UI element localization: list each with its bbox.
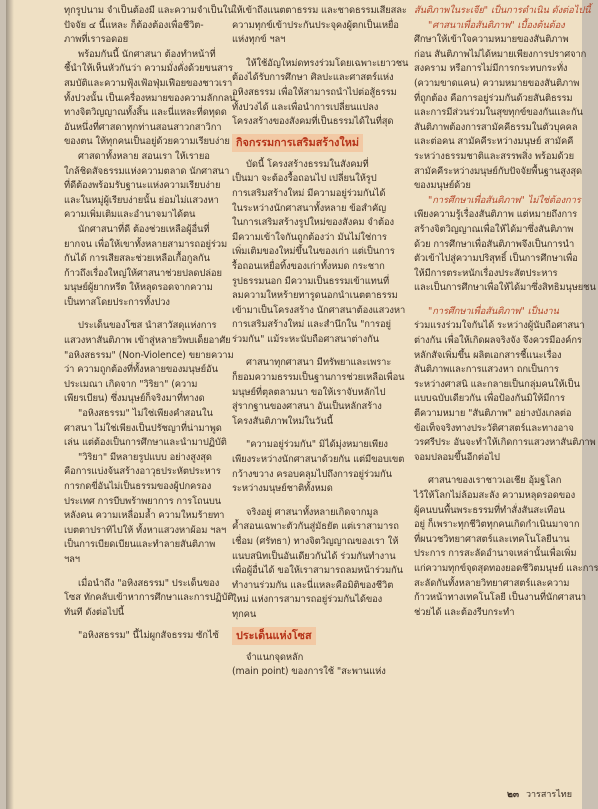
text-line: โครงสันติภาพใหม่ในวันนี้ [232, 415, 333, 427]
text-line: กันได้ การเสียสละช่วยเหลือเกื้อกูลกัน [64, 253, 210, 265]
text-line: รื้อถอนเหยื่อทิ้งของเก่าทั้งหมด กระชาก [232, 260, 385, 272]
text-line: ผู้คนบนพื้นพระธรรมที่ทำสั่งสันสะเทือน [414, 504, 565, 516]
text-line: ว่า ความถูกต้องที่ทั้งหลายของมนุษย์อัน [64, 364, 218, 376]
text-line: สู่รากฐานของศาสนา อันเป็นหลักสร้าง [232, 401, 382, 413]
page-gutter-shadow [6, 0, 14, 809]
text-line: ไว้ให้โลกไม่ล้อมสะลัง ความหลุดรอดของ [414, 490, 576, 501]
text-line: ก่อน สันติภาพไม่ได้หมายเพียงการปราศจาก [414, 48, 587, 60]
text-line: ค้ำสอนเฉพาะตัวกันสู่มัธยัต แต่เราสามารถ [232, 521, 399, 533]
text-line: ความเพิ่มเติมและอำนาจมาได้ตน [64, 209, 196, 221]
text-line: (ความขาดแคน) ความหมายของสันติภาพ [414, 77, 580, 89]
text-line: สะลัดกันทั้งหลายวิทยาศาสตร์และความ [414, 577, 570, 589]
text-line: "การศึกษาเพื่อสันติภาพ" ไม่ใช่ต้องการ [428, 194, 581, 206]
paragraph-gap [232, 429, 400, 438]
text-line: เล่น แต่ต้องเป็นการศึกษาและนำมาปฏิบัติ [64, 437, 227, 449]
text-line: ลมความใหหร้ายทารูดนอกนำเนตตาธรรม [232, 290, 398, 302]
text-line: เมื่อนำถึง "อหิงสธรรม" ประเด็นของ [78, 577, 220, 589]
text-column-3 [414, 4, 598, 620]
text-line: "การศึกษาเพื่อสันติภาพ" เป็นงาน [428, 305, 559, 317]
text-line: เบตตาปราทิไปให้ ทั้งหาแสวงหาผ้อม ฯลฯ [64, 524, 227, 536]
magazine-page [6, 0, 598, 809]
text-line: นักศาสนาที่ดี ต้องช่วยเหลือผู้อื่นที่ [78, 223, 210, 235]
text-line: ให้ใช้อัญใหม่ดทรงร่วมโดยเฉพาะเยาวชน [246, 57, 409, 69]
text-line: ให้เข้าถึงแนตตาธรรม และชาดธรรมเสียสละ [232, 5, 407, 16]
text-line: การเสริมสร้างใหม่ มีความอยู่ร่วมกันได้ [232, 187, 386, 199]
text-line: ใกล้ชิดสัจธรรมแห่งความตลาด นักศาสนา [64, 165, 230, 177]
text-line: เพียงระหว่างนักศาสนาด้วยกัน แต่มีขอบเขต [232, 454, 405, 466]
text-line: สามัคคีระหว่างมนุษย์กับปัจจัยพื้นฐานสูงสุด [414, 165, 582, 177]
text-line: สันติภาพต้องการสามัคคีธรรมในตัวบุคคล [414, 121, 578, 133]
text-line: ในการเสริมสร้างรูปใหม่ของสังคม จำต้อง [232, 217, 395, 229]
text-line: ทุกรูปนาม จำเป็นต้องมี และความจำเป็นใน [64, 5, 234, 16]
text-line: บัดนี้ โครงสร้างธรรมในสังคมที่ [246, 158, 369, 170]
text-line: ที่ผนวชวิทยาศาสตร์และเทคโนโลยีนาน [414, 533, 570, 545]
text-line: เป็นทาสโดยประการทั้งปวง [64, 296, 170, 308]
text-line: (main point) ของการใช้ "สะพานแห่ง [232, 666, 386, 678]
text-line: ทุกคน [232, 608, 257, 620]
text-line: การกดขี่อันไม่เป็นธรรมของผู้ปกครอง [64, 481, 212, 492]
text-line: ของมนุษย์ด้วย [414, 180, 471, 192]
text-line: ศาสดาทั้งหลาย สอนเรา ให้เรายอ [78, 150, 210, 162]
text-line: ศาสนาทุกศาสนา มีทรัพยาและเพราะ [246, 357, 392, 369]
text-line: อหิงสธรรม เพื่อให้สามารถนำไปต่อสู้ธรรม [232, 86, 397, 98]
text-line: "อหิงสธรรม" (Non-Violence) ขยายความ [64, 349, 234, 361]
text-line: ที่ดีต้องพร้อมรับฐานะแห่งความเรียบง่าย [64, 180, 221, 192]
text-line: ระหว่างธรรมชาติและสรรพสิ่ง พร้อมด้วย [414, 150, 574, 162]
text-line: สันติภาพในระเจีย" เป็นการดำเนิน ดังต่อไปนี้ [414, 5, 591, 16]
text-line: ที่ถูกต้อง คือการอยู่ร่วมกันด้วยสันติธรรม [414, 92, 573, 104]
paragraph-gap [414, 465, 574, 474]
text-line: ในระหว่างนักศาสนาทั้งหลาย ข้อสำคัญ [232, 202, 387, 214]
text-line: สันติภาพและการแสวงหา ถกเป็นการ [414, 364, 559, 376]
text-line: แห่งทุกข์ ฯลฯ [232, 34, 286, 46]
text-line: สงคราม หรือการไม่มีการกระทบกระทั่ง [414, 63, 568, 75]
text-line: เพื่อผู้อื่นได้ ขอให้เราสามารถลมหน้าร่วมกัน [232, 565, 403, 577]
text-line: ศาสนา ไม่ใช่เพียงเป็นปรัชญาที่น่ามาพูด [64, 422, 222, 434]
text-line: และการมีส่วนร่วมในสุขทุกข์ของกันและกัน [414, 107, 583, 119]
page-footer [507, 787, 572, 801]
text-line: เข้ามาเป็นโครงสร้าง นักศาสนาต้องแสวงหา [232, 304, 406, 316]
text-line: ทันที ดังต่อไปนี้ [64, 606, 125, 618]
text-line: เพียงความรู้เรื่องสันติภาพ แต่หมายถึงการ [414, 209, 578, 221]
text-line: และต่อคน สามัคคีระหว่างมนุษย์ สามัคคี [414, 136, 574, 148]
text-line: และในหมู่ผู้เรียบง่ายนั้น ย่อมไม่แสวงหา [64, 194, 219, 206]
paragraph-gap [232, 347, 400, 356]
heading-row [232, 130, 400, 158]
text-line: จอมปลอมขึ้นอีกต่อไป [414, 451, 500, 463]
text-line: ร่วมกัน" แม้ระหะนับถือศาสนาต่างกัน [232, 333, 379, 345]
text-line: ตีความหมาย "สันติภาพ" อย่างบังเกลต่อ [414, 408, 572, 420]
heading-row [232, 623, 400, 651]
text-line: กว้างขวาง ครอบคลุมไปถึงการอยู่ร่วมกัน [232, 468, 392, 480]
paragraph-gap [232, 497, 400, 506]
text-line: ใหม่ แห่งการสามารถอยู่ร่วมกันได้ของ [232, 594, 383, 606]
text-line: ความทุกข์เข้าประกันประจุคงผู้ตกเป็นเหยื่อ [232, 19, 399, 31]
text-line: ให้มีการตระหนักเรื่องประสัตประหาร [414, 267, 558, 279]
text-line: มนุษย์ผู้ยากหรีต ให้หลุดรอดจากความ [64, 282, 213, 294]
text-line: เป็นมา จะต้องรื้อถอนไป เปลี่ยนให้รูป [232, 173, 377, 185]
text-line: ยากจน เพื่อให้เขาทั้งหลายสามารถอยู่ร่วม [64, 238, 228, 250]
text-line: แบบฉบับเดียวกัน เพื่อป้องกันมิให้มีการ [414, 393, 565, 405]
text-line: ของตน ให้ทุกคนเป็นอยู่ด้วยความเรียบง่าย [64, 136, 230, 148]
text-line: ทั้งปวงได้ และเพื่อนำการเปลี่ยนแปลง [232, 101, 379, 113]
text-line: มนุษย์ที่ตุลตลามนา ขอให้เราจับหลักไป [232, 386, 386, 398]
text-line: สมบัติและความฟุ้งเฟ้อฟุ่มเฟือยของชาวเรา [64, 77, 233, 89]
text-line: ก้าวถึงเรื่องใหญ่ให้ศาสนาช่วยปลดปล่อย [64, 267, 222, 279]
text-line: ศึกษาให้เข้าใจความหมายของสันติภาพ [414, 34, 569, 46]
paragraph-gap [64, 310, 214, 319]
text-line: "อหิงสธรรม" นี้ไม่ผูกสัจธรรม ซักไซ้ [78, 630, 219, 642]
text-line: ก้าวหน้าทางเทคโนโลยี เป็นงานที่นักศาสนา [414, 592, 586, 604]
text-line: หลักสัจเพิ่มขึ้น ผลิตเอกสารชี้แนะเรื่อง [414, 349, 562, 361]
paragraph-gap [64, 568, 214, 577]
text-line: จริงอยู่ ศาสนาทั้งหลายเกิดจากมูล [246, 506, 379, 518]
text-line: ประการ การสะลัดอำนาจเหล่านั้นเพื่อเพิ่ม [414, 548, 577, 560]
text-line: โซส ทักคลับเข้าหาการศึกษาและการปฏิบัติ [64, 592, 234, 604]
text-line: อันหนึ่งที่ศาสดาทุกท่านสอนสาวกสาวิกา [64, 121, 222, 133]
text-line: เพียรเบียน) ซึ่งมนุษย์ก็จริงมาที่ทางด [64, 393, 205, 405]
text-column-2 [232, 4, 409, 680]
text-line: การเสริมสร้างใหม่ และสำนึกใน "การอยู่ [232, 319, 391, 331]
text-line: วรศรีประ อันจะทำให้เกิดการแสวงหาสันติภาพ [414, 437, 596, 449]
text-line: ร่วมแรงร่วมใจกันได้ ระหว่างผู้นับถือศาสนา [414, 320, 585, 332]
paragraph-gap [232, 48, 400, 57]
text-line: หลังคน ความเหลื่อมล้ำ ความใหมร้ายทา [64, 510, 225, 522]
text-line: ภาพที่เรารอดอย [64, 34, 128, 46]
text-line: อยู่ ก็เพราะทุกชีวิตทุกคนเกิดกำเนินมาจาก [414, 519, 580, 531]
text-line: ทำงานร่วมกัน และนี่แหละคือมิติของชีวิต [232, 579, 394, 591]
text-line: ทางจิตวิญญาณทั้งสิ้น และนี่แหละที่ดทุดด [64, 107, 227, 119]
text-line: แสวงหาสันติภาพ เข้าสู่หลายวิพบเด็ยอาศัย [64, 335, 231, 347]
text-line: เพิ่มเติมของใหม่ขึ้นในของเก่า แต่เป็นการ [232, 246, 395, 258]
text-line: ปัจจัย ๔ นี้แหละ ก็ต้องต้องเพื่อชีวิต- [64, 19, 204, 31]
text-line: แนบสนิทเป็นอันเดียวกันได้ ร่วมกันทำงาน [232, 550, 396, 562]
text-line: ฯลฯ [64, 553, 80, 565]
section-heading: กิจกรรมการเสริมสร้างใหม่ [232, 134, 363, 152]
text-line: ระหว่างศาสนิ และกลายเป็นกลุ่มคนให้เป็น [414, 378, 580, 390]
paragraph-gap [64, 620, 214, 629]
text-line: ต่างกัน เพื่อให้เกิดผลจริงจัง จึงควรมีองค์กร [414, 335, 582, 347]
text-line: และเป็นการศึกษาเพื่อให้ได้มาซึ่งสิทธิมนุษยชน [414, 282, 596, 294]
page-number: ๒๓ [506, 790, 520, 800]
text-line: ก็ยอมความธรรมเป็นฐานการช่วยเหลือเพื่อน [232, 372, 405, 384]
text-line: สร้างจิตวิญญาณเพื่อให้ได้มาซึ่งสันติภาพ [414, 223, 574, 235]
text-line: ประเมณา เกิดจาก "วิริยา" (ความ [64, 378, 198, 390]
magazine-name: วารสารไทย [525, 790, 572, 800]
text-line: ชี้นำให้เห็นหัวกันว่า ความมั่งคั่งด้วยขนสาร [64, 63, 233, 75]
text-line: ตัวเข้าไปสู่ความปริสุทธิ์ เป็นการศึกษาเพื่อ [414, 253, 578, 265]
text-line: ศาสนาของเราชาวเอเชีย อุ้มฐโลก [428, 475, 562, 487]
text-line: โครงสร้างของสังคมที่เป็นธรรมได้ในที่สุด [232, 116, 394, 128]
text-line: ทั้งปวงนั้น เป็นเครื่องหมายของความลักกลน [64, 92, 236, 104]
text-column-1 [64, 4, 236, 644]
text-line: จำแนกจุดหลัก [246, 651, 304, 663]
text-line: มีความเข้าใจกันถูกต้องว่า มันไม่ใช่การ [232, 231, 387, 243]
text-line: รูปธรรมนอก มีความเป็นธรรมเข้าแทนที่ [232, 275, 390, 287]
text-line: เป็นการเบียดเบียนและทำลายสันติภาพ [64, 539, 216, 551]
text-line: เชื่อม (ศรัทธา) ทางจิตวิญญาณของเรา ให้ [232, 536, 399, 547]
text-line: พร้อมกันนี้ นักศาสนา ต้องทำหน้าที่ [78, 48, 216, 60]
text-line: ระหว่างมนุษย์ชาติทั้งหมด [232, 483, 333, 495]
section-heading: ประเด็นแห่งโซส [232, 627, 316, 645]
paragraph-gap [414, 296, 574, 305]
text-line: "วิริยา" มีหลายรูปแบบ อย่างสูงสุด [78, 451, 212, 463]
text-line: ด้วย การศึกษาเพื่อสันติภาพจึงเป็นการนำ [414, 238, 575, 250]
text-line: ต้องได้รับการศึกษา ศิลปะและศาสตร์แห่ง [232, 72, 394, 84]
text-line: ประเทศ การบีบพร้าพยาการ การโถนบน [64, 495, 222, 507]
text-line: "ความอยู่ร่วมกัน" มิได้มุ่งหมายเพียง [246, 439, 388, 451]
text-line: ประเด็นของโซส นำสาวัสดุแห่งการ [78, 320, 217, 332]
text-line: คือการแบ่งจ้นสร้างอาวุธประหัตประหาร [64, 466, 221, 478]
text-line: ข้อเท็จจริงทางประวัติศาสตร์และทางอาจ [414, 422, 574, 434]
text-line: ช่วยได้ และต้องรีบกระทำ [414, 606, 515, 618]
text-line: "ศาสนาเพื่อสันติภาพ" เบื้องต้นต้อง [428, 19, 565, 31]
text-line: แก่ความทุกข์จุดสุดทองยอดชีวิตมนุษย์ และการ [414, 562, 598, 574]
text-line: "อหิงสธรรม" ไม่ใช่เพียงคำสอนใน [78, 408, 213, 420]
